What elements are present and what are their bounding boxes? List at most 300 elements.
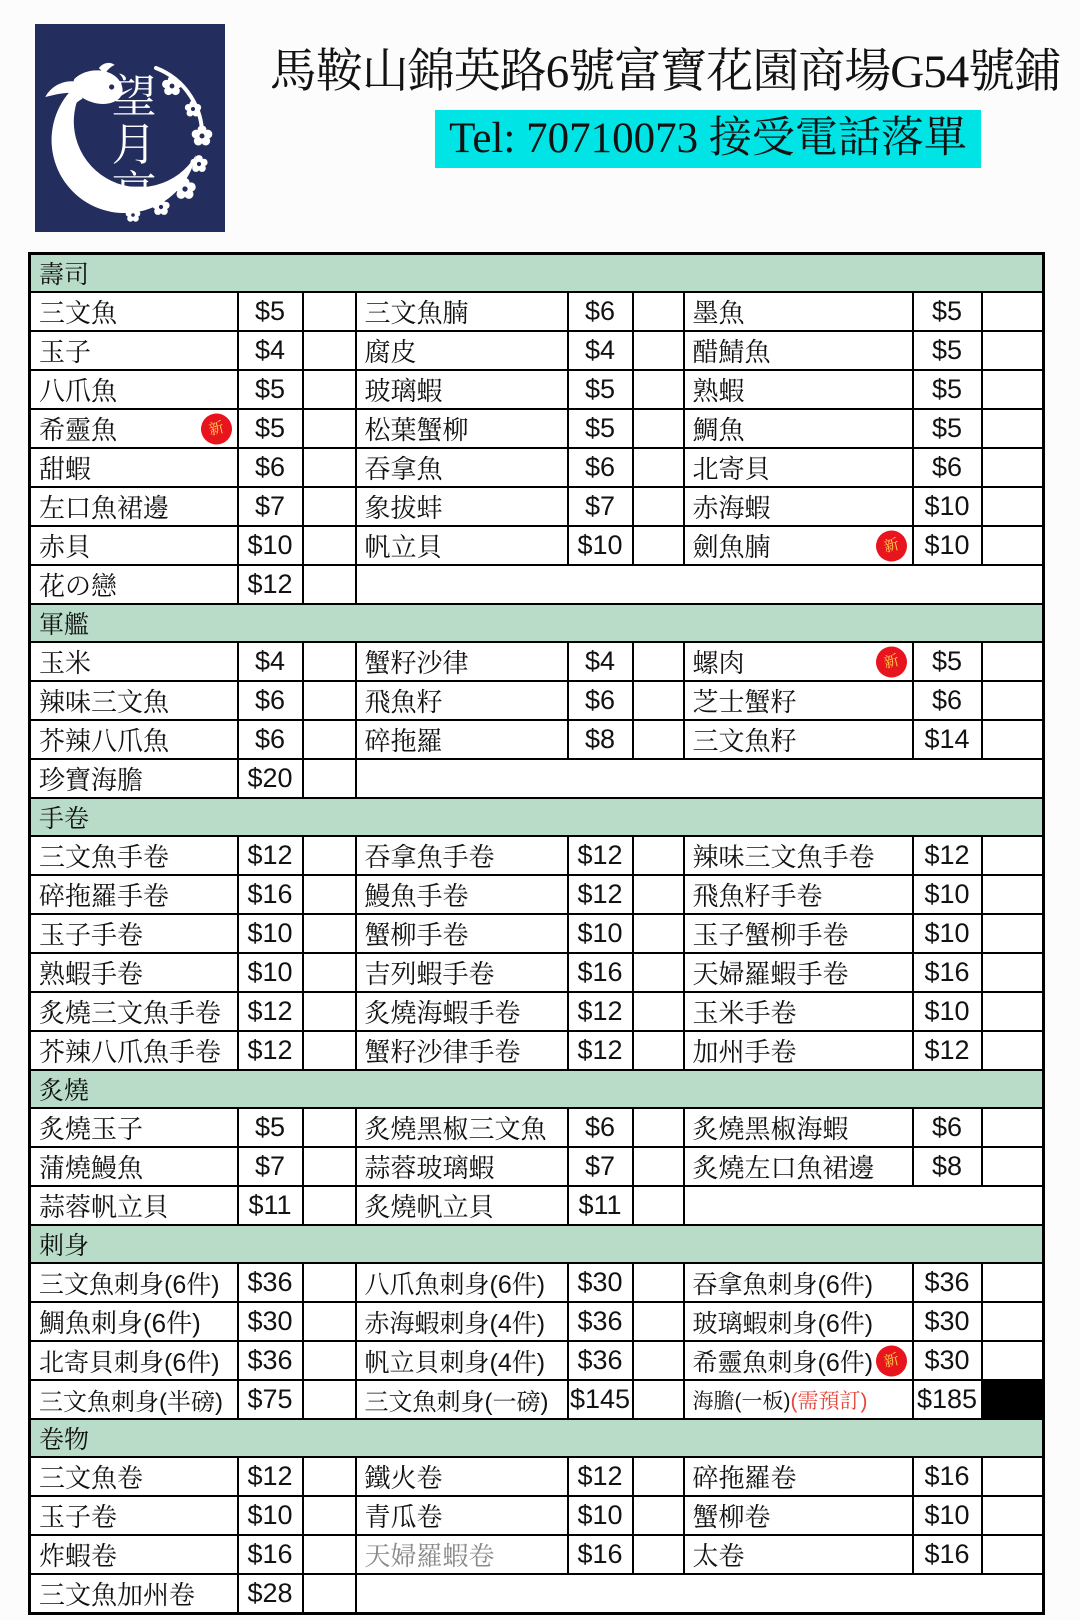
menu-item-price: $4 bbox=[568, 331, 633, 370]
order-quantity-cell[interactable] bbox=[633, 914, 684, 953]
menu-item-price: $5 bbox=[913, 409, 982, 448]
menu-item-price: $7 bbox=[568, 1147, 633, 1186]
order-quantity-cell[interactable] bbox=[633, 409, 684, 448]
order-quantity-cell[interactable] bbox=[982, 1496, 1044, 1535]
menu-row bbox=[30, 1535, 1044, 1574]
order-quantity-cell[interactable] bbox=[982, 370, 1044, 409]
order-quantity-cell[interactable] bbox=[633, 1263, 684, 1302]
phone-banner-row bbox=[240, 110, 1080, 168]
menu-item-price: $12 bbox=[913, 836, 982, 875]
menu-item-name: 炙燒左口魚裙邊 bbox=[684, 1147, 913, 1186]
menu-item-price: $8 bbox=[913, 1147, 982, 1186]
flower-decoration bbox=[185, 101, 201, 117]
menu-item-price: $11 bbox=[568, 1186, 633, 1225]
menu-item-name: 炙燒帆立貝 bbox=[356, 1186, 568, 1225]
menu-item-name: 三文魚刺身(一磅) bbox=[356, 1380, 568, 1419]
menu-item-price: $5 bbox=[238, 409, 303, 448]
order-quantity-cell[interactable] bbox=[303, 1574, 356, 1614]
menu-item-name: 飛魚籽 bbox=[356, 681, 568, 720]
order-quantity-cell[interactable] bbox=[303, 1147, 356, 1186]
menu-item-price: $16 bbox=[913, 1535, 982, 1574]
menu-row bbox=[30, 1302, 1044, 1341]
menu-item-name: 炸蝦卷 bbox=[30, 1535, 238, 1574]
order-quantity-cell[interactable] bbox=[982, 331, 1044, 370]
menu-item-price: $20 bbox=[238, 759, 303, 798]
order-quantity-cell[interactable] bbox=[982, 1380, 1044, 1419]
menu-item-price: $6 bbox=[238, 681, 303, 720]
menu-item-price: $12 bbox=[568, 875, 633, 914]
menu-item-name: 三文魚刺身(6件) bbox=[30, 1263, 238, 1302]
menu-item-name: 鐵火卷 bbox=[356, 1457, 568, 1496]
flower-decoration bbox=[192, 125, 213, 145]
menu-item-price: $16 bbox=[913, 953, 982, 992]
menu-item-name: 三文魚籽 bbox=[684, 720, 913, 759]
menu-item-name: 鰻魚手卷 bbox=[356, 875, 568, 914]
menu-item-price: $16 bbox=[913, 1457, 982, 1496]
menu-item-price: $145 bbox=[568, 1380, 633, 1419]
menu-item-price: $10 bbox=[913, 1496, 982, 1535]
order-quantity-cell[interactable] bbox=[982, 1341, 1044, 1380]
section-header-row bbox=[30, 798, 1044, 836]
flower-decoration bbox=[162, 76, 182, 95]
menu-item-price: $5 bbox=[568, 409, 633, 448]
menu-item-price: $5 bbox=[913, 331, 982, 370]
order-quantity-cell[interactable] bbox=[633, 448, 684, 487]
menu-item-price: $28 bbox=[238, 1574, 303, 1614]
order-quantity-cell[interactable] bbox=[982, 1108, 1044, 1147]
menu-item-name: 鯛魚 bbox=[684, 409, 913, 448]
order-quantity-cell[interactable] bbox=[982, 1535, 1044, 1574]
menu-item-price: $75 bbox=[238, 1380, 303, 1419]
order-quantity-cell[interactable] bbox=[633, 292, 684, 331]
order-quantity-cell[interactable] bbox=[303, 1535, 356, 1574]
menu-item-price: $10 bbox=[913, 992, 982, 1031]
menu-item-name: 芥辣八爪魚 bbox=[30, 720, 238, 759]
order-quantity-cell[interactable] bbox=[303, 565, 356, 604]
menu-item-name: 碎拖羅 bbox=[356, 720, 568, 759]
menu-row bbox=[30, 565, 1044, 604]
menu-item-name: 吞拿魚刺身(6件) bbox=[684, 1263, 913, 1302]
menu-row bbox=[30, 292, 1044, 331]
menu-item-name: 三文魚手卷 bbox=[30, 836, 238, 875]
menu-item-price: $10 bbox=[913, 487, 982, 526]
menu-item-name: 辣味三文魚 bbox=[30, 681, 238, 720]
menu-item-name: 炙燒玉子 bbox=[30, 1108, 238, 1147]
menu-item-price: $5 bbox=[913, 642, 982, 681]
menu-item-price: $16 bbox=[568, 953, 633, 992]
order-quantity-cell[interactable] bbox=[982, 1457, 1044, 1496]
menu-item-price: $6 bbox=[238, 720, 303, 759]
menu-item-price: $6 bbox=[568, 292, 633, 331]
empty-cell bbox=[356, 565, 1044, 604]
menu-item-name: 芥辣八爪魚手卷 bbox=[30, 1031, 238, 1070]
order-quantity-cell[interactable] bbox=[303, 1457, 356, 1496]
menu-row bbox=[30, 1108, 1044, 1147]
menu-item-price: $6 bbox=[568, 681, 633, 720]
menu-item-price: $10 bbox=[238, 953, 303, 992]
menu-item-price: $7 bbox=[238, 1147, 303, 1186]
menu-row bbox=[30, 720, 1044, 759]
order-quantity-cell[interactable] bbox=[303, 1302, 356, 1341]
menu-item-price: $10 bbox=[913, 875, 982, 914]
order-quantity-cell[interactable] bbox=[633, 1457, 684, 1496]
order-quantity-cell[interactable] bbox=[982, 953, 1044, 992]
order-quantity-cell[interactable] bbox=[303, 1263, 356, 1302]
menu-item-name: 天婦羅蝦卷 bbox=[356, 1535, 568, 1574]
order-quantity-cell[interactable] bbox=[303, 448, 356, 487]
menu-item-price: $10 bbox=[238, 526, 303, 565]
order-quantity-cell[interactable] bbox=[303, 836, 356, 875]
svg-text:亭: 亭 bbox=[111, 168, 157, 218]
order-quantity-cell[interactable] bbox=[633, 720, 684, 759]
order-quantity-cell[interactable] bbox=[633, 331, 684, 370]
order-quantity-cell[interactable] bbox=[303, 1496, 356, 1535]
menu-item-name: 腐皮 bbox=[356, 331, 568, 370]
menu-item-name: 赤海蝦刺身(4件) bbox=[356, 1302, 568, 1341]
menu-item-name: 炙燒海蝦手卷 bbox=[356, 992, 568, 1031]
order-quantity-cell[interactable] bbox=[303, 875, 356, 914]
order-quantity-cell[interactable] bbox=[982, 1031, 1044, 1070]
order-quantity-cell[interactable] bbox=[633, 1496, 684, 1535]
menu-row bbox=[30, 448, 1044, 487]
menu-item-name: 炙燒黑椒三文魚 bbox=[356, 1108, 568, 1147]
menu-item-name: 玉米手卷 bbox=[684, 992, 913, 1031]
menu-item-name: 三文魚卷 bbox=[30, 1457, 238, 1496]
menu-item-price: $16 bbox=[238, 1535, 303, 1574]
menu-item-price: $12 bbox=[238, 992, 303, 1031]
menu-item-name: 蟹籽沙律 bbox=[356, 642, 568, 681]
menu-item-price: $4 bbox=[238, 331, 303, 370]
menu-item-name: 蟹柳卷 bbox=[684, 1496, 913, 1535]
order-quantity-cell[interactable] bbox=[982, 409, 1044, 448]
menu-row bbox=[30, 992, 1044, 1031]
menu-item-price: $10 bbox=[913, 914, 982, 953]
menu-item-price: $16 bbox=[238, 875, 303, 914]
menu-item-name: 芝士蟹籽 bbox=[684, 681, 913, 720]
menu-item-name: 辣味三文魚手卷 bbox=[684, 836, 913, 875]
address-text: 馬鞍山錦英路6號富寶花園商場G54號鋪 bbox=[269, 46, 1061, 98]
order-quantity-cell[interactable] bbox=[303, 1031, 356, 1070]
new-badge: 新 bbox=[872, 1342, 910, 1380]
empty-cell bbox=[684, 1186, 1044, 1225]
menu-item-price: $6 bbox=[568, 1108, 633, 1147]
menu-item-name: 象拔蚌 bbox=[356, 487, 568, 526]
order-quantity-cell[interactable] bbox=[303, 759, 356, 798]
menu-row bbox=[30, 681, 1044, 720]
menu-row bbox=[30, 642, 1044, 681]
order-quantity-cell[interactable] bbox=[303, 642, 356, 681]
menu-item-price: $10 bbox=[568, 1496, 633, 1535]
menu-item-name: 天婦羅蝦手卷 bbox=[684, 953, 913, 992]
menu-item-price: $10 bbox=[913, 526, 982, 565]
menu-row bbox=[30, 875, 1044, 914]
section-header-row bbox=[30, 1070, 1044, 1108]
menu-item-price: $12 bbox=[913, 1031, 982, 1070]
logo-artwork bbox=[35, 24, 225, 232]
menu-item-price: $5 bbox=[913, 370, 982, 409]
menu-item-name: 八爪魚 bbox=[30, 370, 238, 409]
order-quantity-cell[interactable] bbox=[982, 1263, 1044, 1302]
section-title: 刺身 bbox=[30, 1225, 1044, 1263]
menu-item-name: 青瓜卷 bbox=[356, 1496, 568, 1535]
menu-item-name: 玉子蟹柳手卷 bbox=[684, 914, 913, 953]
menu-item-name: 松葉蟹柳 bbox=[356, 409, 568, 448]
menu-item-price: $5 bbox=[568, 370, 633, 409]
menu-item-price: $6 bbox=[913, 681, 982, 720]
flower-decoration bbox=[190, 155, 207, 172]
menu-item-price: $12 bbox=[568, 1457, 633, 1496]
order-quantity-cell[interactable] bbox=[633, 1031, 684, 1070]
menu-item-price: $36 bbox=[568, 1302, 633, 1341]
menu-row bbox=[30, 331, 1044, 370]
menu-item-price: $11 bbox=[238, 1186, 303, 1225]
menu-item-price: $5 bbox=[238, 370, 303, 409]
menu-item-price: $6 bbox=[913, 1108, 982, 1147]
menu-item-name: 三文魚刺身(半磅) bbox=[30, 1380, 238, 1419]
section-title: 手卷 bbox=[30, 798, 1044, 836]
menu-row bbox=[30, 914, 1044, 953]
order-quantity-cell[interactable] bbox=[303, 720, 356, 759]
menu-item-price: $12 bbox=[568, 1031, 633, 1070]
menu-item-name: 玉米 bbox=[30, 642, 238, 681]
menu-header bbox=[0, 0, 1080, 252]
menu-row bbox=[30, 409, 1044, 448]
menu-row bbox=[30, 1341, 1044, 1380]
menu-item-price: $6 bbox=[913, 448, 982, 487]
menu-item-price: $12 bbox=[238, 565, 303, 604]
menu-item-name: 吉列蝦手卷 bbox=[356, 953, 568, 992]
order-quantity-cell[interactable] bbox=[982, 720, 1044, 759]
order-quantity-cell[interactable] bbox=[633, 836, 684, 875]
menu-item-price: $36 bbox=[238, 1263, 303, 1302]
order-quantity-cell[interactable] bbox=[633, 875, 684, 914]
menu-item-price: $4 bbox=[568, 642, 633, 681]
menu-row bbox=[30, 487, 1044, 526]
menu-item-name: 蒲燒鰻魚 bbox=[30, 1147, 238, 1186]
menu-item-name: 玻璃蝦 bbox=[356, 370, 568, 409]
section-header-row bbox=[30, 1225, 1044, 1263]
menu-item-price: $16 bbox=[568, 1535, 633, 1574]
menu-item-price: $7 bbox=[238, 487, 303, 526]
phone-banner: Tel: 70710073 接受電話落單 bbox=[435, 110, 981, 168]
new-badge: 新 bbox=[872, 527, 910, 565]
order-quantity-cell[interactable] bbox=[633, 1341, 684, 1380]
section-header-row bbox=[30, 604, 1044, 642]
menu-row bbox=[30, 1574, 1044, 1614]
order-quantity-cell[interactable] bbox=[303, 1341, 356, 1380]
menu-item-name: 北寄貝 bbox=[684, 448, 913, 487]
order-quantity-cell[interactable] bbox=[303, 1186, 356, 1225]
section-title: 壽司 bbox=[30, 254, 1044, 293]
menu-item-name: 太卷 bbox=[684, 1535, 913, 1574]
order-quantity-cell[interactable] bbox=[303, 331, 356, 370]
menu-item-name: 吞拿魚 bbox=[356, 448, 568, 487]
order-quantity-cell[interactable] bbox=[982, 448, 1044, 487]
order-quantity-cell[interactable] bbox=[633, 642, 684, 681]
menu-row bbox=[30, 1031, 1044, 1070]
order-quantity-cell[interactable] bbox=[982, 875, 1044, 914]
menu-item-price: $7 bbox=[568, 487, 633, 526]
menu-item-price: $5 bbox=[238, 1108, 303, 1147]
menu-item-name: 炙燒三文魚手卷 bbox=[30, 992, 238, 1031]
menu-item-name: 八爪魚刺身(6件) bbox=[356, 1263, 568, 1302]
menu-row bbox=[30, 953, 1044, 992]
order-quantity-cell[interactable] bbox=[633, 1535, 684, 1574]
menu-item-price: $5 bbox=[238, 292, 303, 331]
order-quantity-cell[interactable] bbox=[303, 370, 356, 409]
menu-row bbox=[30, 759, 1044, 798]
menu-item-name: 碎拖羅手卷 bbox=[30, 875, 238, 914]
menu-item-name: 海膽(一板)(需預訂) bbox=[684, 1380, 913, 1419]
menu-item-name: 三文魚加州卷 bbox=[30, 1574, 238, 1614]
menu-item-name: 炙燒黑椒海蝦 bbox=[684, 1108, 913, 1147]
menu-item-name: 三文魚腩 bbox=[356, 292, 568, 331]
order-quantity-cell[interactable] bbox=[303, 953, 356, 992]
menu-item-price: $12 bbox=[238, 1457, 303, 1496]
menu-row bbox=[30, 370, 1044, 409]
order-quantity-cell[interactable] bbox=[982, 1147, 1044, 1186]
menu-row bbox=[30, 836, 1044, 875]
menu-item-name: 左口魚裙邊 bbox=[30, 487, 238, 526]
section-header-row bbox=[30, 1419, 1044, 1457]
menu-row bbox=[30, 1380, 1044, 1419]
order-quantity-cell[interactable] bbox=[303, 1108, 356, 1147]
menu-item-price: $30 bbox=[913, 1302, 982, 1341]
menu-item-name: 螺肉 新 bbox=[684, 642, 913, 681]
menu-item-price: $30 bbox=[913, 1341, 982, 1380]
menu-item-price: $185 bbox=[913, 1380, 982, 1419]
section-title: 炙燒 bbox=[30, 1070, 1044, 1108]
order-quantity-cell[interactable] bbox=[633, 487, 684, 526]
order-quantity-cell[interactable] bbox=[633, 1186, 684, 1225]
menu-item-name: 甜蝦 bbox=[30, 448, 238, 487]
restaurant-logo bbox=[35, 24, 225, 232]
menu-row bbox=[30, 1496, 1044, 1535]
menu-table bbox=[28, 252, 1045, 1615]
menu-row bbox=[30, 1147, 1044, 1186]
menu-item-name: 蟹籽沙律手卷 bbox=[356, 1031, 568, 1070]
menu-item-name: 醋鯖魚 bbox=[684, 331, 913, 370]
order-quantity-cell[interactable] bbox=[303, 681, 356, 720]
logo-text bbox=[111, 72, 156, 218]
new-badge: 新 bbox=[872, 643, 910, 681]
order-quantity-cell[interactable] bbox=[982, 1302, 1044, 1341]
order-quantity-cell[interactable] bbox=[303, 1380, 356, 1419]
menu-item-price: $10 bbox=[568, 914, 633, 953]
order-quantity-cell[interactable] bbox=[982, 914, 1044, 953]
menu-item-name: 赤貝 bbox=[30, 526, 238, 565]
menu-item-name: 蟹柳手卷 bbox=[356, 914, 568, 953]
order-quantity-cell[interactable] bbox=[633, 1380, 684, 1419]
menu-item-price: $12 bbox=[238, 836, 303, 875]
menu-item-price: $36 bbox=[238, 1341, 303, 1380]
menu-item-name: 鯛魚刺身(6件) bbox=[30, 1302, 238, 1341]
order-quantity-cell[interactable] bbox=[982, 681, 1044, 720]
menu-item-name: 玉子手卷 bbox=[30, 914, 238, 953]
menu-item-name: 劍魚腩 新 bbox=[684, 526, 913, 565]
menu-item-price: $10 bbox=[238, 1496, 303, 1535]
order-quantity-cell[interactable] bbox=[633, 1147, 684, 1186]
menu-item-price: $5 bbox=[913, 292, 982, 331]
order-quantity-cell[interactable] bbox=[982, 487, 1044, 526]
order-quantity-cell[interactable] bbox=[982, 992, 1044, 1031]
order-quantity-cell[interactable] bbox=[982, 526, 1044, 565]
menu-item-name: 希靈魚 新 bbox=[30, 409, 238, 448]
menu-item-price: $6 bbox=[238, 448, 303, 487]
order-quantity-cell[interactable] bbox=[633, 526, 684, 565]
menu-item-name: 珍寶海膽 bbox=[30, 759, 238, 798]
menu-item-price: $36 bbox=[913, 1263, 982, 1302]
menu-item-price: $10 bbox=[238, 914, 303, 953]
new-badge: 新 bbox=[197, 410, 235, 448]
order-quantity-cell[interactable] bbox=[303, 992, 356, 1031]
menu-item-name: 蒜蓉帆立貝 bbox=[30, 1186, 238, 1225]
section-header-row bbox=[30, 254, 1044, 293]
menu-row bbox=[30, 1263, 1044, 1302]
section-title: 軍艦 bbox=[30, 604, 1044, 642]
order-quantity-cell[interactable] bbox=[633, 1108, 684, 1147]
order-quantity-cell[interactable] bbox=[633, 992, 684, 1031]
order-quantity-cell[interactable] bbox=[303, 409, 356, 448]
menu-item-name: 帆立貝刺身(4件) bbox=[356, 1341, 568, 1380]
order-quantity-cell[interactable] bbox=[303, 526, 356, 565]
empty-cell bbox=[356, 759, 1044, 798]
menu-row bbox=[30, 1186, 1044, 1225]
menu-item-name: 熟蝦 bbox=[684, 370, 913, 409]
menu-item-price: $14 bbox=[913, 720, 982, 759]
order-quantity-cell[interactable] bbox=[982, 642, 1044, 681]
menu-item-price: $12 bbox=[238, 1031, 303, 1070]
order-quantity-cell[interactable] bbox=[633, 1302, 684, 1341]
menu-item-price: $4 bbox=[238, 642, 303, 681]
menu-item-name: 北寄貝刺身(6件) bbox=[30, 1341, 238, 1380]
order-quantity-cell[interactable] bbox=[633, 681, 684, 720]
section-title: 卷物 bbox=[30, 1419, 1044, 1457]
order-quantity-cell[interactable] bbox=[633, 370, 684, 409]
menu-item-price: $10 bbox=[568, 526, 633, 565]
order-quantity-cell[interactable] bbox=[303, 487, 356, 526]
menu-item-name: 飛魚籽手卷 bbox=[684, 875, 913, 914]
menu-item-price: $36 bbox=[568, 1341, 633, 1380]
menu-item-name: 碎拖羅卷 bbox=[684, 1457, 913, 1496]
menu-item-name: 赤海蝦 bbox=[684, 487, 913, 526]
menu-item-name: 熟蝦手卷 bbox=[30, 953, 238, 992]
menu-item-name: 蒜蓉玻璃蝦 bbox=[356, 1147, 568, 1186]
svg-text:月: 月 bbox=[111, 120, 157, 170]
order-quantity-cell[interactable] bbox=[633, 953, 684, 992]
menu-item-name: 墨魚 bbox=[684, 292, 913, 331]
menu-item-price: $30 bbox=[568, 1263, 633, 1302]
order-quantity-cell[interactable] bbox=[982, 836, 1044, 875]
menu-item-name: 玉子 bbox=[30, 331, 238, 370]
menu-item-price: $12 bbox=[568, 992, 633, 1031]
order-quantity-cell[interactable] bbox=[303, 292, 356, 331]
svg-text:望: 望 bbox=[111, 72, 157, 122]
menu-item-name: 帆立貝 bbox=[356, 526, 568, 565]
menu-item-price: $12 bbox=[568, 836, 633, 875]
empty-cell bbox=[356, 1574, 1044, 1614]
order-quantity-cell[interactable] bbox=[982, 292, 1044, 331]
menu-item-name: 玻璃蝦刺身(6件) bbox=[684, 1302, 913, 1341]
menu-item-name: 三文魚 bbox=[30, 292, 238, 331]
menu-row bbox=[30, 1457, 1044, 1496]
menu-item-price: $30 bbox=[238, 1302, 303, 1341]
menu-item-price: $6 bbox=[568, 448, 633, 487]
menu-item-name: 希靈魚刺身(6件) 新 bbox=[684, 1341, 913, 1380]
menu-item-name: 玉子卷 bbox=[30, 1496, 238, 1535]
menu-row bbox=[30, 526, 1044, 565]
order-quantity-cell[interactable] bbox=[303, 914, 356, 953]
